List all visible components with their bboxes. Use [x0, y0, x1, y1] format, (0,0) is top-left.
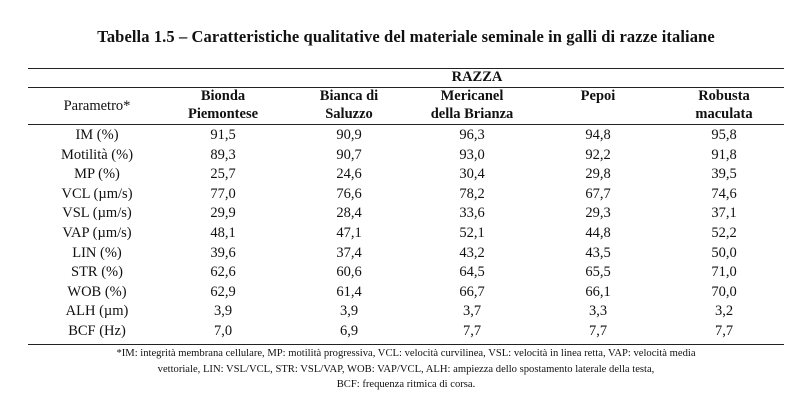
- row-param-cell: VAP (µm/s): [62, 224, 132, 241]
- table-title: Tabella 1.5 – Caratteristiche qualitative del materiale seminale in galli di razze italiane: [97, 27, 715, 46]
- table-cell: 95,8: [711, 127, 737, 143]
- column-header-line: Mericanel: [440, 88, 504, 104]
- row-param-cell: BCF (Hz): [68, 322, 126, 339]
- column-header-line: maculata: [695, 105, 753, 122]
- table-cell: 92,2: [585, 146, 611, 163]
- row-param-cell: Motilità (%): [60, 146, 134, 163]
- column-header-line: Bianca di: [319, 88, 379, 104]
- table-cell: 30,4: [459, 166, 485, 183]
- table-cell: 64,5: [459, 264, 485, 281]
- table-row: [0, 224, 812, 244]
- table-cell: 76,6: [336, 185, 362, 202]
- footnote-line: *IM: integrità membrana cellulare, MP: motilità progressiva, VCL: velocità curvilinea, VSL: velocità in linea retta, VAP: velocità media: [116, 348, 696, 359]
- row-param-cell: VCL (µm/s): [61, 185, 133, 202]
- table-cell: 7,0: [213, 322, 233, 339]
- column-header-line: Pepoi: [580, 88, 616, 104]
- table-cell: 78,2: [459, 185, 485, 202]
- footnote-line: vettoriale, LIN: VSL/VCL, STR: VSL/VAP, WOB: VAP/VCL, ALH: ampiezza dello spostamento laterale della testa,: [157, 363, 655, 375]
- table-cell: 52,2: [711, 224, 737, 241]
- table-cell: 29,3: [585, 205, 611, 222]
- table-cell: 48,1: [210, 224, 236, 241]
- row-param-cell: IM (%): [75, 127, 119, 143]
- table-cell: 37,1: [711, 205, 737, 222]
- table-cell: 3,3: [588, 303, 608, 320]
- table-cell: 94,8: [585, 127, 611, 143]
- column-header-bionda-piemontese: [168, 88, 278, 124]
- table-cell: 90,9: [336, 127, 362, 143]
- row-param-cell: WOB (%): [67, 283, 127, 300]
- table-cell: 74,6: [711, 185, 737, 202]
- header-bottom-rule: [28, 124, 784, 125]
- row-param-cell: ALH (µm): [65, 303, 129, 320]
- table-cell: 89,3: [210, 146, 236, 163]
- table-cell: 29,9: [210, 205, 236, 222]
- footnote-line: BCF: frequenza ritmica di corsa.: [336, 379, 476, 390]
- table-cell: 39,6: [210, 244, 236, 261]
- column-header-line: Piemontese: [187, 105, 259, 122]
- table-row: [0, 146, 812, 166]
- table-row: [0, 165, 812, 185]
- row-param-cell: MP (%): [74, 166, 120, 183]
- table-row: [0, 263, 812, 283]
- table-row: [0, 185, 812, 205]
- table-cell: 62,9: [210, 283, 236, 300]
- column-header-line: Saluzzo: [325, 105, 373, 122]
- row-param-cell: LIN (%): [72, 244, 122, 261]
- table-row: [0, 244, 812, 264]
- table-cell: 7,7: [714, 322, 734, 339]
- table-cell: 28,4: [336, 205, 362, 222]
- column-header-line: della Brianza: [430, 105, 514, 122]
- table-cell: 70,0: [711, 283, 737, 300]
- table-cell: 52,1: [459, 224, 485, 241]
- table-cell: 66,7: [459, 283, 485, 300]
- table-cell: 66,1: [585, 283, 611, 300]
- table-cell: 65,5: [585, 264, 611, 281]
- column-header-robusta-maculata: [664, 88, 784, 124]
- table-footnote: [20, 346, 792, 393]
- table-cell: 43,2: [459, 244, 485, 261]
- table-cell: 37,4: [336, 244, 362, 261]
- table-cell: 60,6: [336, 264, 362, 281]
- column-header-bianca-di-saluzzo: [290, 88, 408, 124]
- table-cell: 62,6: [210, 264, 236, 281]
- table-row: [0, 302, 812, 322]
- table-cell: 7,7: [588, 322, 608, 339]
- table-cell: 71,0: [711, 264, 737, 281]
- table-cell: 77,0: [210, 185, 236, 202]
- table-cell: 33,6: [459, 205, 485, 222]
- column-header-pepoi: [548, 88, 648, 124]
- table-cell: 3,9: [339, 303, 359, 320]
- row-param-cell: VSL (µm/s): [62, 205, 132, 222]
- table-cell: 29,8: [585, 166, 611, 183]
- table-cell: 3,2: [714, 303, 734, 320]
- table-cell: 25,7: [210, 166, 236, 183]
- table-row: [0, 322, 812, 342]
- table-cell: 7,7: [462, 322, 482, 339]
- table-row: [0, 126, 812, 146]
- table-cell: 67,7: [585, 185, 611, 202]
- row-param-cell: STR (%): [71, 264, 123, 281]
- column-header-mericanel-della-brianza: [412, 88, 532, 124]
- table-cell: 50,0: [711, 244, 737, 261]
- table-cell: 43,5: [585, 244, 611, 261]
- table-cell: 24,6: [336, 166, 362, 183]
- table-row: [0, 204, 812, 224]
- table-body: [0, 126, 812, 342]
- table-cell: 6,9: [339, 322, 359, 339]
- column-header-line: Robusta: [698, 88, 750, 104]
- column-header-line: Bionda: [200, 88, 246, 104]
- table-cell: 39,5: [711, 166, 737, 183]
- table-cell: 93,0: [459, 146, 485, 163]
- table-cell: 91,8: [711, 146, 737, 163]
- table-cell: 96,3: [459, 127, 485, 143]
- table-cell: 47,1: [336, 224, 362, 241]
- table-cell: 3,7: [462, 303, 482, 320]
- table-cell: 44,8: [585, 224, 611, 241]
- table-cell: 3,9: [213, 303, 233, 320]
- table-cell: 91,5: [210, 127, 236, 143]
- table-row: [0, 283, 812, 303]
- column-header-parametro: Parametro*: [63, 98, 131, 114]
- group-header-razza: RAZZA: [451, 69, 503, 85]
- table-cell: 61,4: [336, 283, 362, 300]
- table-cell: 90,7: [336, 146, 362, 163]
- table-bottom-rule: [28, 344, 784, 345]
